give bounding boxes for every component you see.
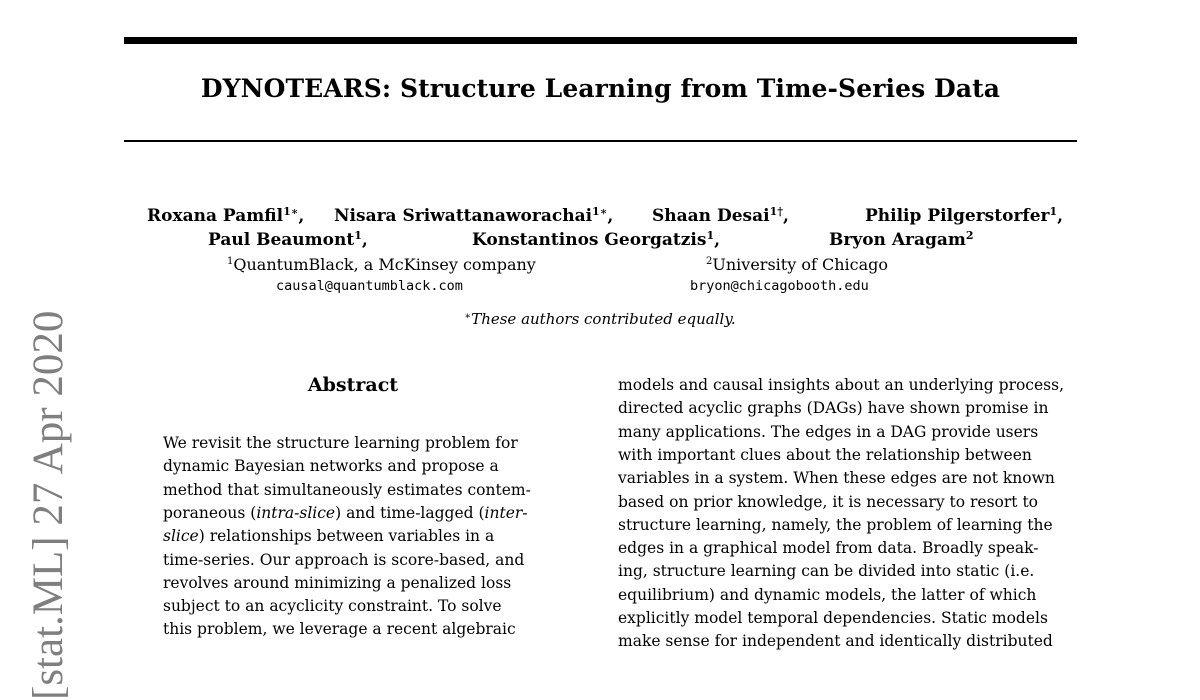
text-line: explicitly model temporal dependencies. Static models <box>618 609 1048 627</box>
text-line: based on prior knowledge, it is necessary to resort to <box>618 492 1038 511</box>
text-line: this problem, we leverage a recent algebraic <box>163 620 516 639</box>
top-rule <box>124 37 1077 44</box>
author-name <box>829 230 974 250</box>
text-line: ing, structure learning can be divided into static (i.e. <box>618 562 1035 581</box>
author-superscript: 1 <box>1049 205 1058 218</box>
paper-title: DYNOTEARS: Structure Learning from Time-Series Data <box>200 74 1001 103</box>
text-line: revolves around minimizing a penalized loss <box>163 573 512 592</box>
affiliation: $^1$QuantumBlack, a McKinsey company <box>227 255 536 274</box>
text-line: edges in a graphical model from data. Broadly speak- <box>618 539 1039 558</box>
author-superscript: 2 <box>965 229 974 242</box>
affiliation: $^2$University of Chicago <box>706 255 888 274</box>
abstract-heading: Abstract <box>307 374 399 396</box>
author-name: Nisara Sriwattanaworachai$^{1∗}$, <box>334 205 614 226</box>
text-line: equilibrium) and dynamic models, the latter of which <box>618 585 1037 604</box>
text-line: with important clues about the relationship between <box>618 445 1032 464</box>
text-line: models and causal insights about an underlying process, <box>618 376 1064 394</box>
author-name: Konstantinos Georgatzis$^1$, <box>472 229 721 250</box>
text-line: many applications. The edges in a DAG provide users <box>618 422 1039 441</box>
text-line: We revisit the structure learning problem for <box>163 434 518 452</box>
equal-contribution-note: ∗These authors contributed equally. <box>464 310 736 328</box>
author-superscript: 1† <box>769 205 783 218</box>
author-name-text: Paul Beaumont <box>208 230 355 250</box>
author-name: Shaan Desai$^{1\dagger}$, <box>652 205 789 226</box>
author-superscript: 1∗ <box>283 205 299 218</box>
author-name-text: Konstantinos Georgatzis <box>472 230 707 250</box>
author-name-text: Shaan Desai <box>652 206 770 226</box>
text-line: make sense for independent and identically distributed <box>618 632 1053 651</box>
author-name: Roxana Pamfil$^{1∗}$, <box>147 205 305 226</box>
author-name-text: Roxana Pamfil <box>147 206 284 226</box>
text-line: directed acyclic graphs (DAGs) have shown promise in <box>618 399 1049 418</box>
text-line: structure learning, namely, the problem of learning the <box>618 515 1053 534</box>
text-line: poraneous (intra-slice) and time-lagged (inter- <box>163 503 528 522</box>
text-line: subject to an acyclicity constraint. To solve <box>163 597 502 616</box>
email-address: causal@quantumblack.com <box>276 278 463 294</box>
author-superscript: 1 <box>706 229 715 242</box>
author-name: Philip Pilgerstorfer$^1$, <box>865 205 1064 226</box>
author-name-text: Bryon Aragam <box>829 230 966 250</box>
text-line: variables in a system. When these edges are not known <box>618 469 1055 488</box>
author-name: Paul Beaumont$^1$, <box>208 229 368 250</box>
arxiv-stamp: [stat.ML] 27 Apr 2020 <box>25 310 72 700</box>
author-superscript: 1∗ <box>592 205 608 218</box>
text-line: dynamic Bayesian networks and propose a <box>163 457 499 476</box>
email-address: bryon@chicagobooth.edu <box>690 278 869 294</box>
title-rule <box>124 140 1077 142</box>
author-superscript: 1 <box>354 229 362 242</box>
author-name-text: Philip Pilgerstorfer <box>865 206 1050 226</box>
text-line: time-series. Our approach is score-based, and <box>163 550 525 569</box>
text-line: slice) relationships between variables in a <box>163 527 495 546</box>
author-name-text: Nisara Sriwattanaworachai <box>334 206 593 226</box>
text-line: method that simultaneously estimates contem- <box>163 480 531 499</box>
